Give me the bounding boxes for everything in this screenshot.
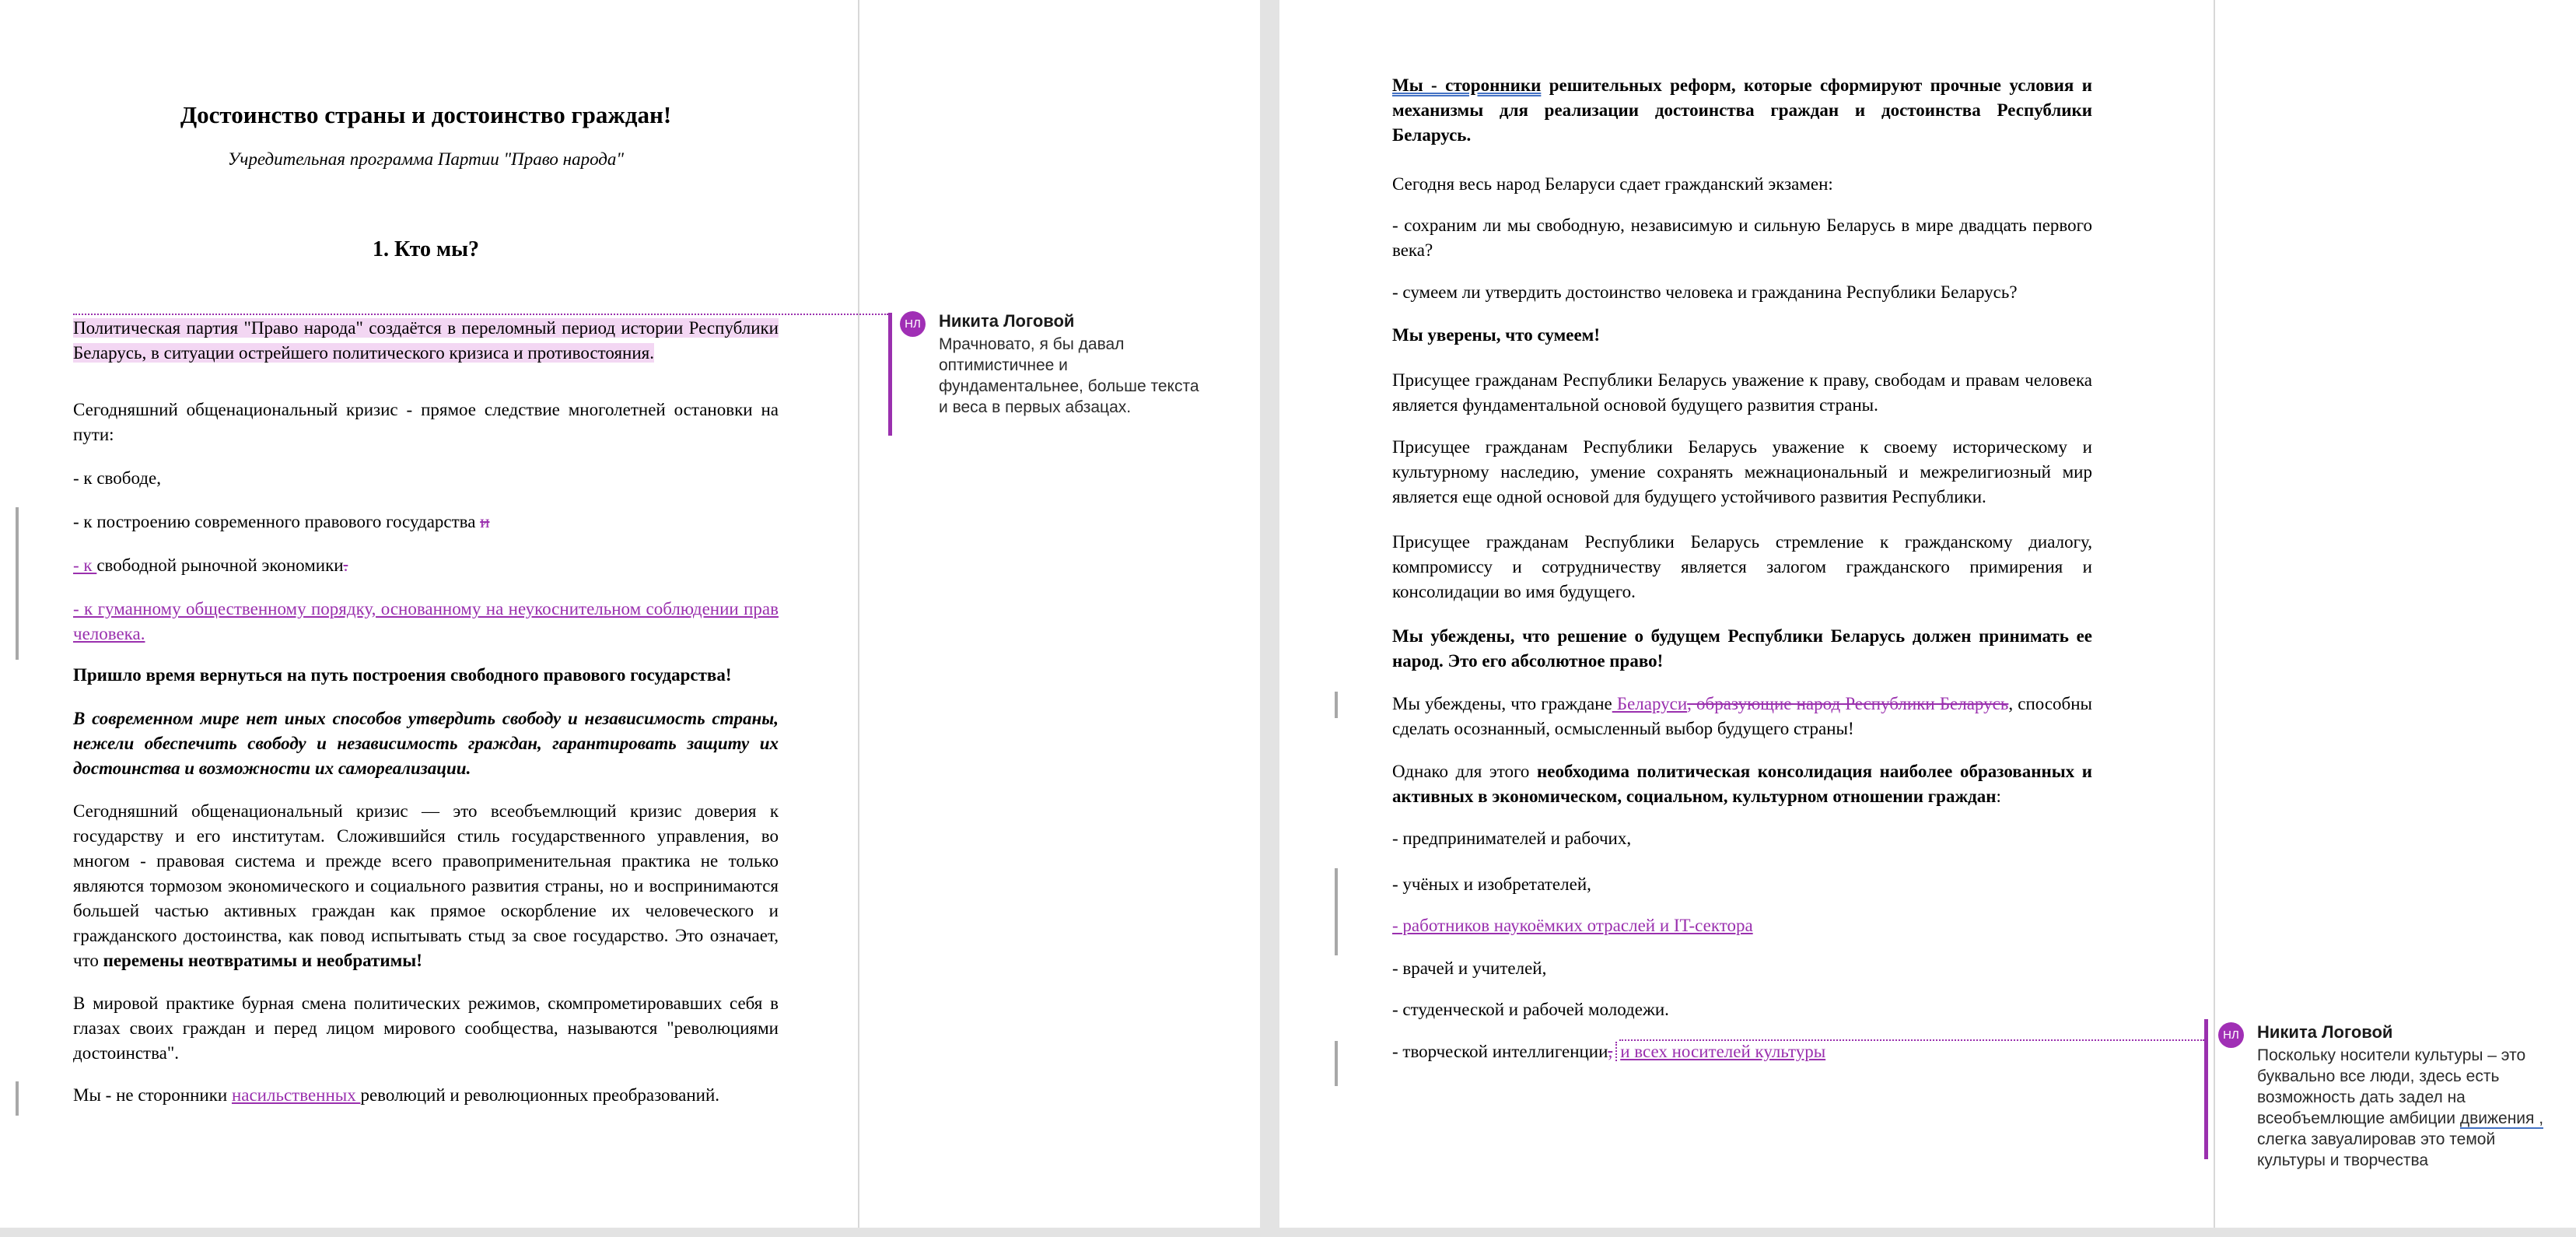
section-heading[interactable]: 1. Кто мы?	[373, 237, 479, 261]
paragraph-intro-highlighted[interactable]: Политическая партия "Право народа" создаётся в переломный период истории Республики Беларусь, в ситуации острейшего политического кризиса и противостояния.	[73, 318, 779, 363]
paragraph-respect-heritage[interactable]: Присущее гражданам Республики Беларусь уважение к своему историческому и культурному наследию, умение сохранять межнациональный и межрелигиозный мир является еще одной основой для будущего устойчивого развития Республики.	[1392, 437, 2092, 506]
list-item-affirm-dignity[interactable]: - сумеем ли утвердить достоинство человека и гражданина Республики Беларусь?	[1392, 282, 2018, 302]
paragraph-time-to-return[interactable]: Пришло время вернуться на путь построения свободного правового государства!	[73, 665, 732, 685]
page-gap	[1260, 0, 1279, 1237]
change-bar	[16, 507, 19, 660]
list-item-keep-belarus[interactable]: - сохраним ли мы свободную, независимую и сильную Беларусь в мире двадцать первого века?	[1392, 216, 2092, 260]
comment-body	[939, 311, 1213, 418]
paragraph-consolidation-needed[interactable]: Однако для этого необходима политическая консолидация наиболее образованных и активных в экономическом, социальном, культурном отношении граждан:	[1392, 762, 2092, 806]
paragraph-crisis[interactable]: Сегодняшний общенациональный кризис - прямое следствие многолетней остановки на пути:	[73, 400, 779, 444]
change-bar	[16, 1081, 19, 1116]
comment-author: Никита Логовой	[2257, 1022, 2393, 1042]
doc-subtitle[interactable]: Учредительная программа Партии "Право народа"	[227, 149, 625, 169]
avatar: НЛ	[900, 311, 926, 337]
list-item-freedom[interactable]: - к свободе,	[73, 468, 161, 488]
paragraph-we-supporters[interactable]: Мы - сторонники решительных реформ, которые сформируют прочные условия и механизмы для реализации достоинства граждан и достоинства Республики Беларусь.	[1392, 75, 2092, 145]
list-item-legal-state[interactable]: - к построению современного правового государства и	[73, 512, 490, 531]
comment-anchor-bar	[2204, 1019, 2208, 1159]
comment-body	[2257, 1022, 2567, 1171]
doc-title[interactable]: Достоинство страны и достоинство граждан!	[180, 101, 672, 128]
paragraph-civic-exam[interactable]: Сегодня весь народ Беларуси сдает гражданский экзамен:	[1392, 174, 1833, 194]
paragraph-citizens-choice[interactable]: Мы убеждены, что граждане Беларуси, образующие народ Республики Беларусь, способны сделать осознанный, осмысленный выбор будущего страны!	[1392, 694, 2092, 738]
paragraph-not-supporters[interactable]: Мы - не сторонники насильственных революций и революционных преобразований.	[73, 1085, 719, 1105]
paragraph-people-decide[interactable]: Мы убеждены, что решение о будущем Республики Беларусь должен принимать ее народ. Это его абсолютное право!	[1392, 626, 2092, 671]
avatar: НЛ	[2218, 1022, 2244, 1048]
comment-anchor-bar	[888, 313, 892, 436]
list-item-market-economy[interactable]: - к свободной рыночной экономики.	[73, 555, 348, 575]
comment-card[interactable]	[900, 311, 1211, 418]
comment-author: Никита Логовой	[939, 311, 1075, 331]
paragraph-modern-world[interactable]: В современном мире нет иных способов утвердить свободу и независимость страны, нежели обеспечить свободу и независимость граждан, гарантировать защиту их достоинства и возможности их самореализации.	[73, 709, 779, 778]
paragraph-we-are-sure[interactable]: Мы уверены, что сумеем!	[1392, 325, 1600, 345]
list-item-humane-order[interactable]: - к гуманному общественному порядку, основанному на неукоснительном соблюдении прав человека.	[73, 599, 779, 643]
change-bar	[1335, 692, 1338, 718]
comments-divider-page2	[2214, 0, 2215, 1228]
comment-text: Мрачновато, я бы давал оптимистичнее и фундаментальнее, больше текста и веса в первых абзацах.	[939, 335, 1199, 416]
list-item-scientists[interactable]: - учёных и изобретателей,	[1392, 874, 1591, 894]
comment-connector-line	[1619, 1039, 2204, 1041]
comment-text: Поскольку носители культуры – это буквально все люди, здесь есть возможность дать задел на всеобъемлющие амбиции движения , слегка завуалировав это темой культуры и творчества	[2257, 1046, 2544, 1169]
paragraph-civil-dialogue[interactable]: Присущее гражданам Республики Беларусь стремление к гражданскому диалогу, компромиссу и сотрудничеству является залогом гражданского примирения и консолидации во имя будущего.	[1392, 532, 2092, 601]
list-item-intelligentsia[interactable]: - творческой интеллигенции, и всех носителей культуры	[1392, 1042, 1826, 1061]
change-bar	[1335, 868, 1338, 955]
paragraph-world-practice[interactable]: В мировой практике бурная смена политических режимов, скомпрометировавших себя в глазах своих граждан и перед лицом мирового сообщества, называются "революциями достоинства".	[73, 993, 779, 1063]
paragraph-respect-law[interactable]: Присущее гражданам Республики Беларусь уважение к праву, свободам и правам человека является фундаментальной основой будущего развития страны.	[1392, 370, 2092, 415]
comment-connector-line	[73, 314, 888, 315]
list-item-youth[interactable]: - студенческой и рабочей молодежи.	[1392, 1000, 1669, 1019]
list-item-it-sector[interactable]: - работников наукоёмких отраслей и IT-сектора	[1392, 916, 1753, 935]
list-item-entrepreneurs[interactable]: - предпринимателей и рабочих,	[1392, 829, 1632, 848]
paragraph-crisis-of-trust[interactable]: Сегодняшний общенациональный кризис — это всеобъемлющий кризис доверия к государству и его институтам. Сложившийся стиль государственного управления, во многом - правовая система и прежде всего правоприменительная практика не только являются тормозом экономического и социального развития страны, но и воспринимаются большей частью активных граждан как прямое оскорбление их человеческого и гражданского достоинства, как повод испытывать стыд за свое государство. Это означает, что перемены неотвратимы и необратимы!	[73, 801, 779, 970]
list-item-doctors-teachers[interactable]: - врачей и учителей,	[1392, 958, 1547, 978]
page-bottom-edge	[0, 1228, 2576, 1237]
comments-divider-page1	[858, 0, 859, 1228]
change-bar	[1335, 1041, 1338, 1086]
comment-card[interactable]	[2218, 1022, 2570, 1171]
